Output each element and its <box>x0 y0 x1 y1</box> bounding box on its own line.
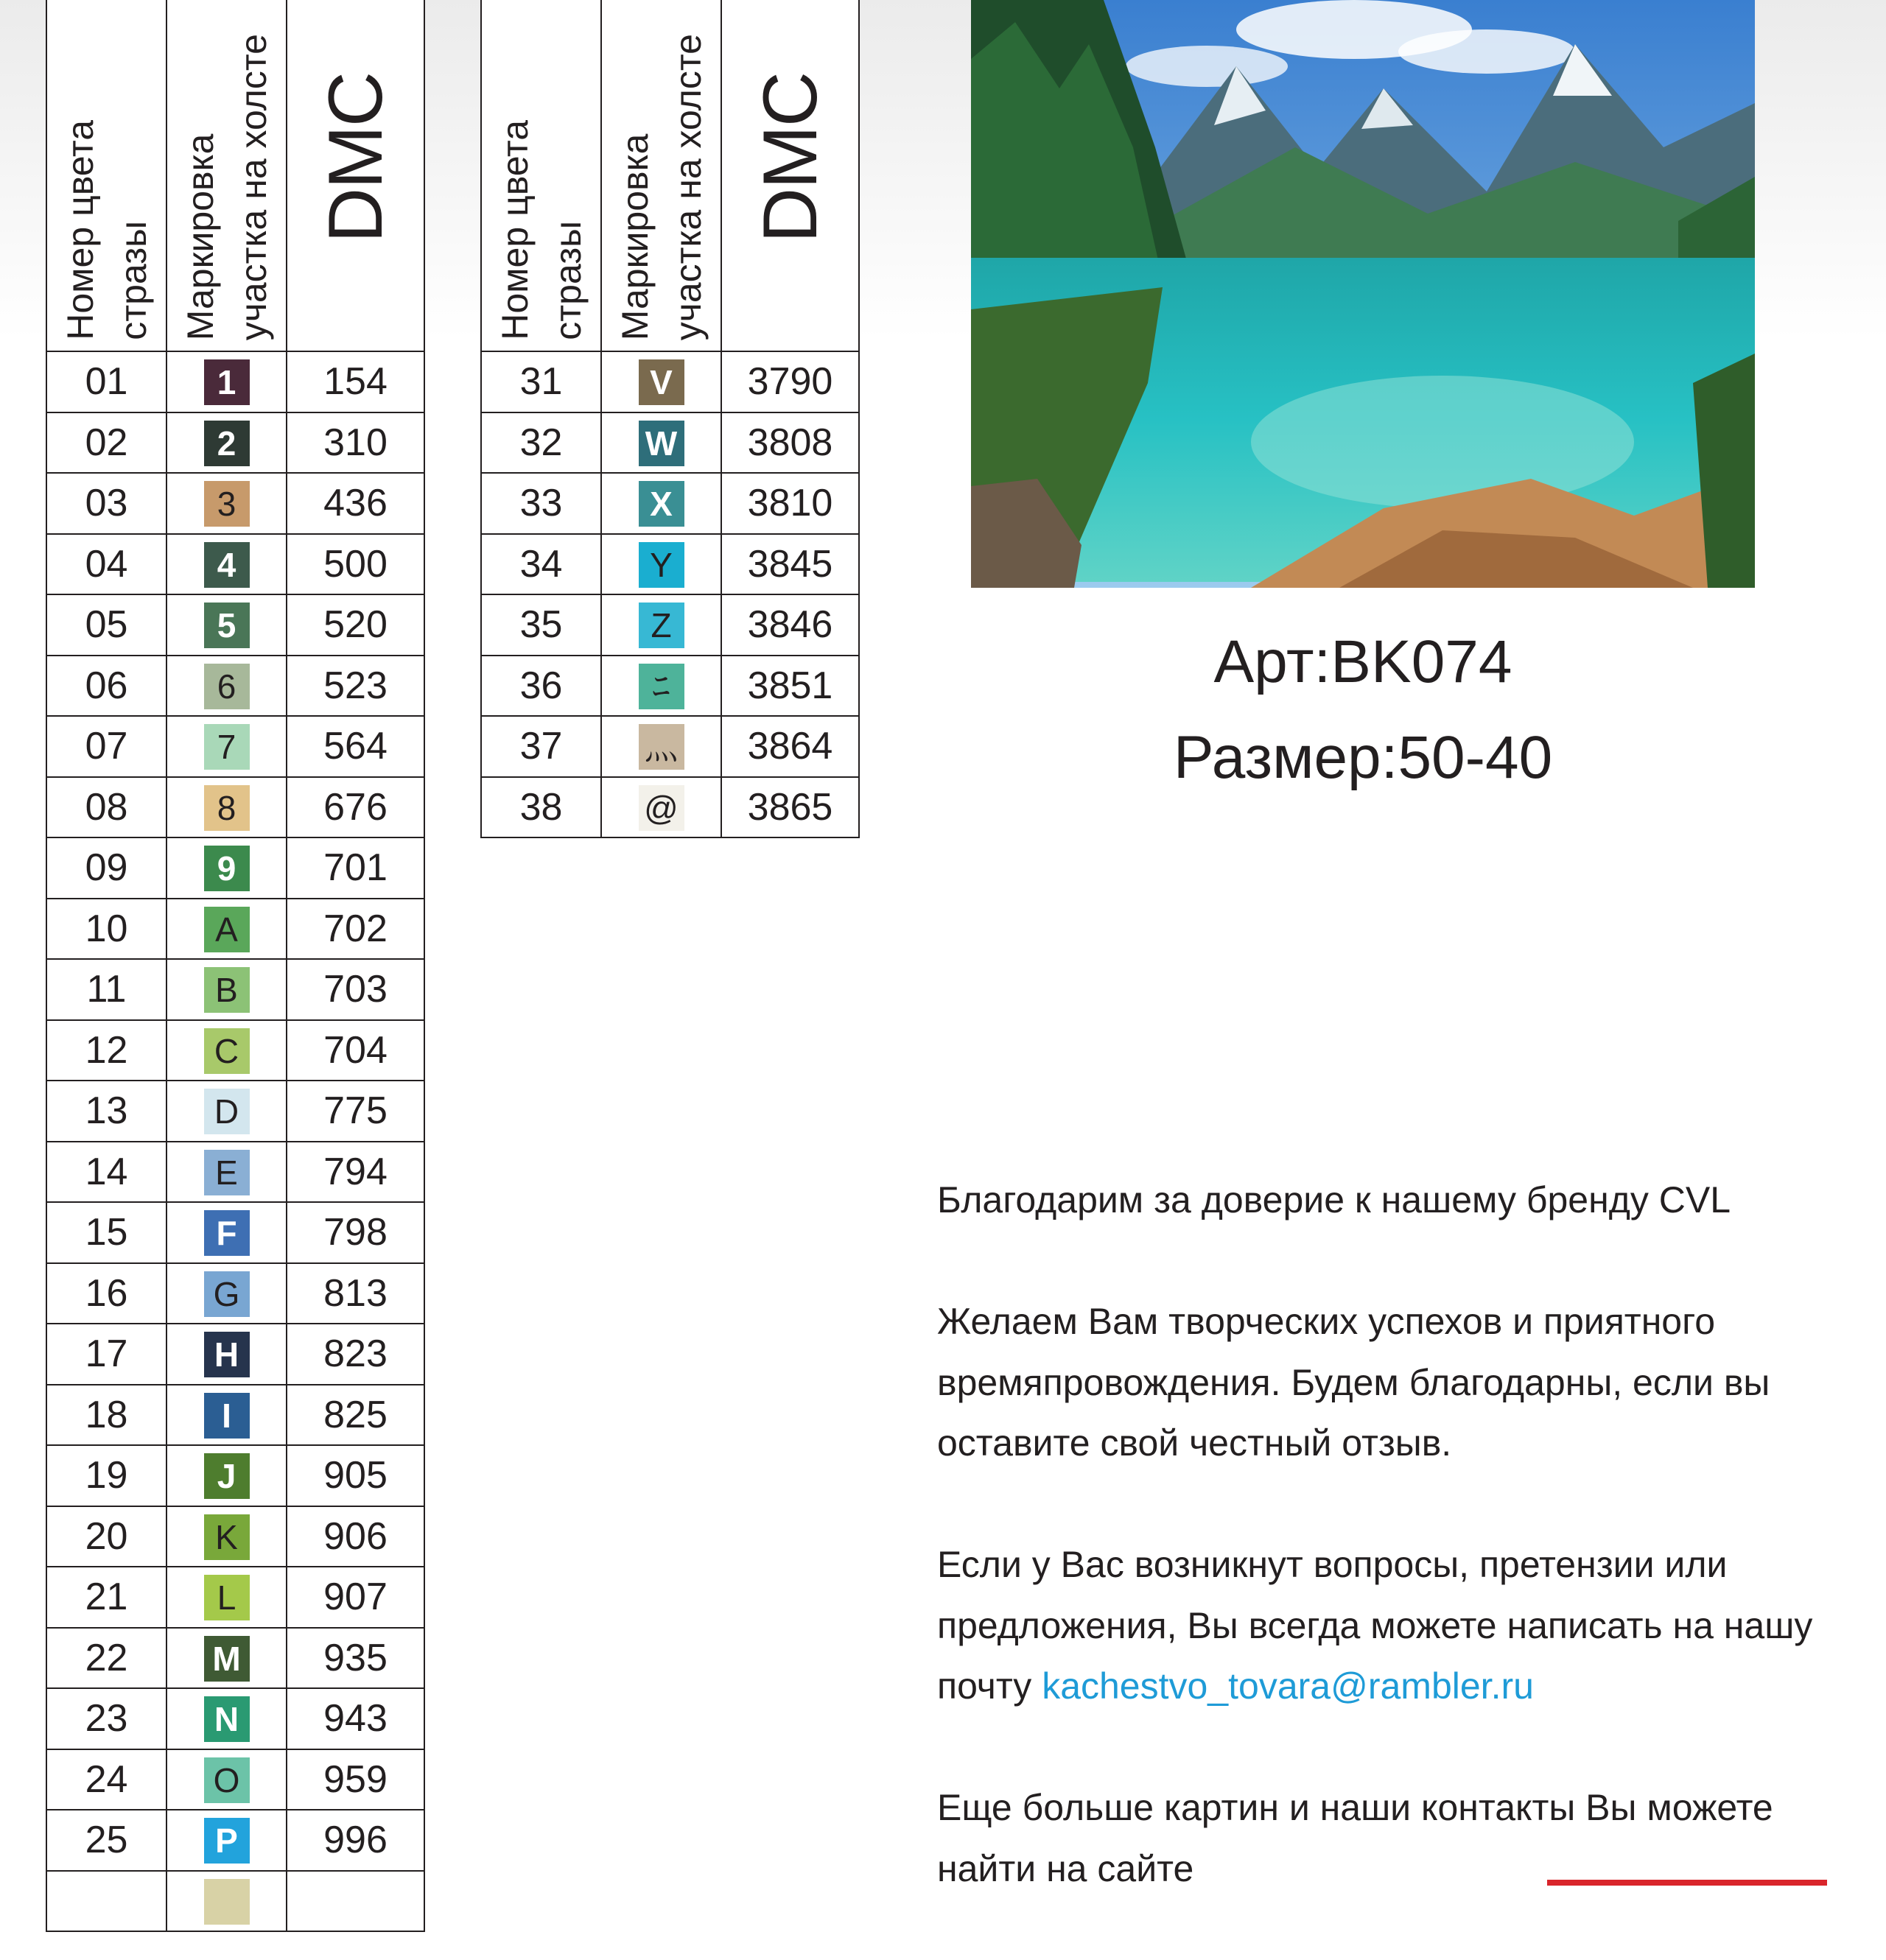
legend-row <box>481 534 859 595</box>
legend-row <box>46 1749 424 1810</box>
canvas-marking-cell <box>601 534 721 595</box>
legend-row <box>46 837 424 899</box>
color-swatch <box>204 1879 250 1925</box>
canvas-marking-cell <box>166 1081 287 1142</box>
color-number: 25 <box>46 1810 166 1871</box>
legend-row <box>46 1202 424 1263</box>
legend-row <box>46 1567 424 1628</box>
dmc-code: 775 <box>287 1081 424 1142</box>
legend-row <box>46 1506 424 1567</box>
legend-row <box>46 1263 424 1324</box>
legend-row <box>46 1020 424 1081</box>
color-number: 20 <box>46 1506 166 1567</box>
color-swatch: I <box>204 1393 250 1439</box>
thank-you-message <box>937 1170 1865 1960</box>
color-number: 10 <box>46 899 166 960</box>
dmc-code: 3808 <box>721 412 859 474</box>
color-number: 23 <box>46 1688 166 1749</box>
dmc-code: 3845 <box>721 534 859 595</box>
dmc-code: 3790 <box>721 351 859 412</box>
color-number: 13 <box>46 1081 166 1142</box>
color-swatch: E <box>204 1150 250 1195</box>
dmc-code: 703 <box>287 959 424 1020</box>
legend-row <box>481 412 859 474</box>
dmc-code: 3864 <box>721 716 859 777</box>
canvas-marking-cell <box>166 473 287 534</box>
color-legend-table-right <box>480 0 860 838</box>
legend-body-left <box>46 0 424 1931</box>
header-dmc-label: DMC <box>312 73 399 243</box>
color-swatch: 7 <box>204 724 250 770</box>
color-number: 17 <box>46 1324 166 1385</box>
dmc-code: 3846 <box>721 594 859 656</box>
color-number: 05 <box>46 594 166 656</box>
dmc-code: 959 <box>287 1749 424 1810</box>
color-number: 35 <box>481 594 601 656</box>
color-number: 07 <box>46 716 166 777</box>
dmc-code: 154 <box>287 351 424 412</box>
color-swatch: M <box>204 1636 250 1682</box>
dmc-code: 3810 <box>721 473 859 534</box>
color-swatch: 4 <box>204 542 250 588</box>
color-swatch: G <box>204 1271 250 1317</box>
color-number: 03 <box>46 473 166 534</box>
dmc-code: 523 <box>287 656 424 717</box>
dmc-code: 906 <box>287 1506 424 1567</box>
canvas-marking-cell <box>601 656 721 717</box>
legend-row <box>481 473 859 534</box>
header-dmc <box>721 0 859 351</box>
contact-text: Если у Вас возникнут вопросы, претензии или предложения, Вы всегда можете написать на нашу почту <box>937 1544 1813 1707</box>
color-swatch: H <box>204 1332 250 1377</box>
dmc-code: 823 <box>287 1324 424 1385</box>
dmc-code: 436 <box>287 473 424 534</box>
color-swatch: B <box>204 967 250 1013</box>
header-color-number-label: Номер цвета стразы <box>59 120 154 340</box>
canvas-marking-cell <box>166 1628 287 1689</box>
dmc-code: 310 <box>287 412 424 474</box>
canvas-marking-cell <box>601 594 721 656</box>
legend-row <box>46 1445 424 1506</box>
canvas-marking-cell <box>166 594 287 656</box>
color-swatch: ⺣ <box>639 724 684 770</box>
canvas-marking-cell <box>166 534 287 595</box>
color-swatch: 5 <box>204 603 250 648</box>
canvas-marking-cell <box>166 351 287 412</box>
header-color-number-label: Номер цвета стразы <box>494 120 589 340</box>
legend-row <box>46 1871 424 1932</box>
canvas-marking-cell <box>166 1263 287 1324</box>
canvas-marking-cell <box>166 1020 287 1081</box>
dmc-code: 564 <box>287 716 424 777</box>
color-swatch: 1 <box>204 359 250 405</box>
color-swatch: 8 <box>204 785 250 831</box>
thanks-line: Благодарим за доверие к нашему бренду CVL <box>937 1179 1731 1220</box>
product-article: Арт:BK074 <box>1213 628 1512 695</box>
dmc-code: 996 <box>287 1810 424 1871</box>
color-number <box>46 1871 166 1932</box>
header-color-number <box>481 0 601 351</box>
canvas-marking-cell <box>166 1871 287 1932</box>
color-swatch: C <box>204 1028 250 1074</box>
color-number: 22 <box>46 1628 166 1689</box>
color-number: 38 <box>481 777 601 838</box>
canvas-marking-cell <box>166 777 287 838</box>
color-number: 33 <box>481 473 601 534</box>
dmc-code: 813 <box>287 1263 424 1324</box>
canvas-marking-cell <box>601 716 721 777</box>
legend-body-right <box>481 0 859 837</box>
dmc-code: 798 <box>287 1202 424 1263</box>
color-number: 32 <box>481 412 601 474</box>
color-number: 04 <box>46 534 166 595</box>
email-link[interactable]: kachestvo_tovara@rambler.ru <box>1042 1665 1534 1707</box>
dmc-code: 3865 <box>721 777 859 838</box>
legend-row <box>481 656 859 717</box>
color-number: 18 <box>46 1385 166 1446</box>
canvas-marking-cell <box>601 473 721 534</box>
canvas-marking-cell <box>166 959 287 1020</box>
dmc-code: 704 <box>287 1020 424 1081</box>
color-swatch: N <box>204 1696 250 1742</box>
canvas-marking-cell <box>166 656 287 717</box>
color-number: 12 <box>46 1020 166 1081</box>
legend-row <box>481 777 859 838</box>
wish-paragraph: Желаем Вам творческих успехов и приятного времяпровождения. Будем благодарны, если вы оставите свой честный отзыв. <box>937 1301 1770 1464</box>
canvas-marking-cell <box>166 1810 287 1871</box>
dmc-code: 935 <box>287 1628 424 1689</box>
color-swatch: 6 <box>204 664 250 709</box>
canvas-marking-cell <box>166 1445 287 1506</box>
color-swatch: V <box>639 359 684 405</box>
legend-row <box>46 1810 424 1871</box>
color-swatch: @ <box>639 785 684 831</box>
dmc-code: 907 <box>287 1567 424 1628</box>
header-dmc <box>287 0 424 351</box>
legend-header-row <box>46 0 424 351</box>
color-number: 02 <box>46 412 166 474</box>
canvas-marking-cell <box>601 351 721 412</box>
legend-row <box>46 1081 424 1142</box>
canvas-marking-cell <box>166 1385 287 1446</box>
canvas-marking-cell <box>601 412 721 474</box>
color-number: 37 <box>481 716 601 777</box>
legend-row <box>46 959 424 1020</box>
header-canvas-marking-label: Маркировка участка на холсте <box>614 33 709 340</box>
canvas-marking-cell <box>166 899 287 960</box>
color-number: 01 <box>46 351 166 412</box>
legend-row <box>46 594 424 656</box>
legend-row <box>46 412 424 474</box>
dmc-code: 701 <box>287 837 424 899</box>
color-number: 08 <box>46 777 166 838</box>
dmc-code: 794 <box>287 1142 424 1203</box>
more-paragraph: Еще больше картин и наши контакты Вы можете найти на сайте <box>937 1787 1773 1889</box>
color-swatch: D <box>204 1089 250 1134</box>
canvas-marking-cell <box>166 1202 287 1263</box>
color-number: 15 <box>46 1202 166 1263</box>
canvas-marking-cell <box>166 1688 287 1749</box>
color-number: 14 <box>46 1142 166 1203</box>
legend-header-row <box>481 0 859 351</box>
color-number: 21 <box>46 1567 166 1628</box>
color-swatch: O <box>204 1757 250 1803</box>
dmc-code: 676 <box>287 777 424 838</box>
dmc-code <box>287 1871 424 1932</box>
color-swatch: 9 <box>204 846 250 891</box>
canvas-marking-cell <box>166 716 287 777</box>
canvas-marking-cell <box>166 1142 287 1203</box>
dmc-code: 500 <box>287 534 424 595</box>
color-number: 19 <box>46 1445 166 1506</box>
color-number: 06 <box>46 656 166 717</box>
legend-row <box>481 594 859 656</box>
legend-row <box>46 1628 424 1689</box>
color-swatch: F <box>204 1210 250 1256</box>
canvas-marking-cell <box>166 1749 287 1810</box>
color-swatch: P <box>204 1818 250 1864</box>
dmc-code: 520 <box>287 594 424 656</box>
legend-row <box>481 716 859 777</box>
header-canvas-marking <box>601 0 721 351</box>
legend-row <box>46 1142 424 1203</box>
legend-row <box>46 1324 424 1385</box>
color-swatch: ﾆ <box>639 664 684 709</box>
legend-row <box>46 473 424 534</box>
color-number: 34 <box>481 534 601 595</box>
color-number: 36 <box>481 656 601 717</box>
product-photo-mountain-lake <box>971 0 1755 588</box>
color-number: 09 <box>46 837 166 899</box>
brand-logo-strip <box>1547 1880 1827 1886</box>
canvas-marking-cell <box>166 412 287 474</box>
legend-row <box>46 1385 424 1446</box>
canvas-marking-cell <box>166 837 287 899</box>
dmc-code: 905 <box>287 1445 424 1506</box>
color-swatch: 2 <box>204 421 250 466</box>
header-color-number <box>46 0 166 351</box>
header-canvas-marking-label: Маркировка участка на холсте <box>179 33 274 340</box>
legend-row <box>46 1688 424 1749</box>
header-dmc-label: DMC <box>747 73 833 243</box>
color-number: 16 <box>46 1263 166 1324</box>
legend-row <box>46 351 424 412</box>
dmc-code: 702 <box>287 899 424 960</box>
color-swatch: K <box>204 1514 250 1560</box>
dmc-code: 943 <box>287 1688 424 1749</box>
header-canvas-marking <box>166 0 287 351</box>
color-legend-table-left <box>46 0 425 1932</box>
color-number: 31 <box>481 351 601 412</box>
color-swatch: L <box>204 1575 250 1620</box>
legend-row <box>481 351 859 412</box>
canvas-marking-cell <box>166 1324 287 1385</box>
color-swatch: A <box>204 907 250 952</box>
color-number: 11 <box>46 959 166 1020</box>
legend-row <box>46 716 424 777</box>
color-number: 24 <box>46 1749 166 1810</box>
legend-row <box>46 899 424 960</box>
dmc-code: 825 <box>287 1385 424 1446</box>
contact-paragraph <box>937 1534 1865 1717</box>
color-swatch: W <box>639 421 684 466</box>
color-swatch: 3 <box>204 481 250 527</box>
dmc-code: 3851 <box>721 656 859 717</box>
legend-row <box>46 534 424 595</box>
product-size: Размер:50-40 <box>1173 724 1553 791</box>
color-swatch: J <box>204 1453 250 1499</box>
canvas-marking-cell <box>601 777 721 838</box>
legend-row <box>46 777 424 838</box>
canvas-marking-cell <box>166 1506 287 1567</box>
legend-row <box>46 656 424 717</box>
color-swatch: Y <box>639 542 684 588</box>
color-swatch: Z <box>639 603 684 648</box>
canvas-marking-cell <box>166 1567 287 1628</box>
color-swatch: X <box>639 481 684 527</box>
